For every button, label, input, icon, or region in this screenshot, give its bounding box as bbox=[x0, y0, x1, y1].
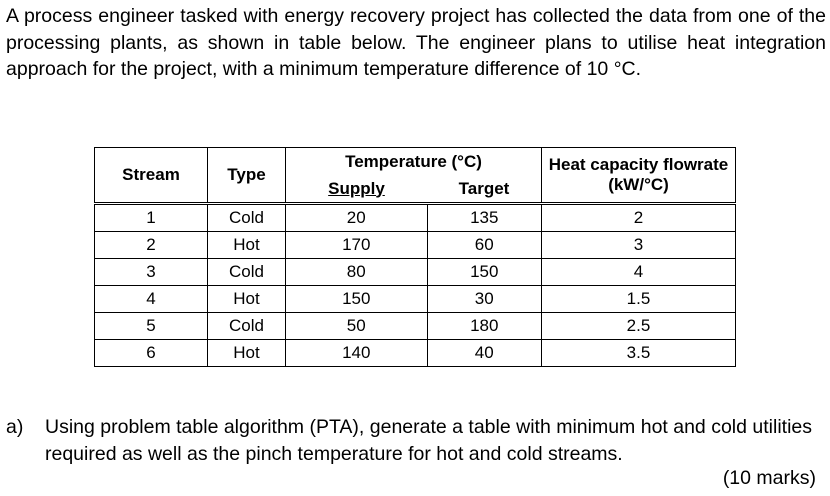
header-supply-label: Supply bbox=[328, 178, 385, 198]
table-row bbox=[95, 232, 736, 259]
cell-target: 30 bbox=[427, 286, 542, 313]
cell-stream: 6 bbox=[95, 340, 208, 367]
cell-stream: 2 bbox=[95, 232, 208, 259]
cell-type: Hot bbox=[208, 286, 286, 313]
cell-cp: 2.5 bbox=[542, 313, 736, 340]
cell-target: 60 bbox=[427, 232, 542, 259]
table-row bbox=[95, 204, 736, 232]
table-row bbox=[95, 340, 736, 367]
cell-supply: 20 bbox=[286, 204, 428, 232]
cell-stream: 3 bbox=[95, 259, 208, 286]
question-label: a) bbox=[6, 416, 24, 438]
cell-type: Cold bbox=[208, 204, 286, 232]
problem-statement: A process engineer tasked with energy recovery project has collected the data from one of the processing plants, as shown in table below. The engineer plans to utilise heat integration approach for the project, with a minimum temperature difference of 10 °C. bbox=[6, 5, 826, 80]
cell-target: 135 bbox=[427, 204, 542, 232]
stream-data-table bbox=[94, 147, 736, 367]
cell-type: Cold bbox=[208, 259, 286, 286]
cell-target: 150 bbox=[427, 259, 542, 286]
cell-type: Hot bbox=[208, 340, 286, 367]
header-target: Target bbox=[427, 175, 542, 204]
cell-stream: 5 bbox=[95, 313, 208, 340]
cell-supply: 50 bbox=[286, 313, 428, 340]
cell-target: 180 bbox=[427, 313, 542, 340]
cell-supply: 170 bbox=[286, 232, 428, 259]
table-row bbox=[95, 313, 736, 340]
cell-cp: 2 bbox=[542, 204, 736, 232]
cell-type: Cold bbox=[208, 313, 286, 340]
header-heat-capacity: Heat capacity flowrate (kW/°C) bbox=[542, 148, 736, 204]
cell-supply: 150 bbox=[286, 286, 428, 313]
cell-cp: 1.5 bbox=[542, 286, 736, 313]
cell-target: 40 bbox=[427, 340, 542, 367]
header-type: Type bbox=[208, 148, 286, 204]
cell-cp: 3 bbox=[542, 232, 736, 259]
cell-cp: 4 bbox=[542, 259, 736, 286]
cell-stream: 4 bbox=[95, 286, 208, 313]
cell-stream: 1 bbox=[95, 204, 208, 232]
cell-supply: 80 bbox=[286, 259, 428, 286]
header-stream: Stream bbox=[95, 148, 208, 204]
table-row bbox=[95, 259, 736, 286]
header-supply bbox=[286, 175, 428, 204]
cell-type: Hot bbox=[208, 232, 286, 259]
question-text: Using problem table algorithm (PTA), generate a table with minimum hot and cold utilities required as well as the pinch temperature for hot and cold streams. bbox=[45, 416, 812, 465]
marks-allocation: (10 marks) bbox=[722, 467, 816, 489]
table-row bbox=[95, 286, 736, 313]
cell-supply: 140 bbox=[286, 340, 428, 367]
header-temperature: Temperature (°C) bbox=[286, 148, 542, 176]
cell-cp: 3.5 bbox=[542, 340, 736, 367]
